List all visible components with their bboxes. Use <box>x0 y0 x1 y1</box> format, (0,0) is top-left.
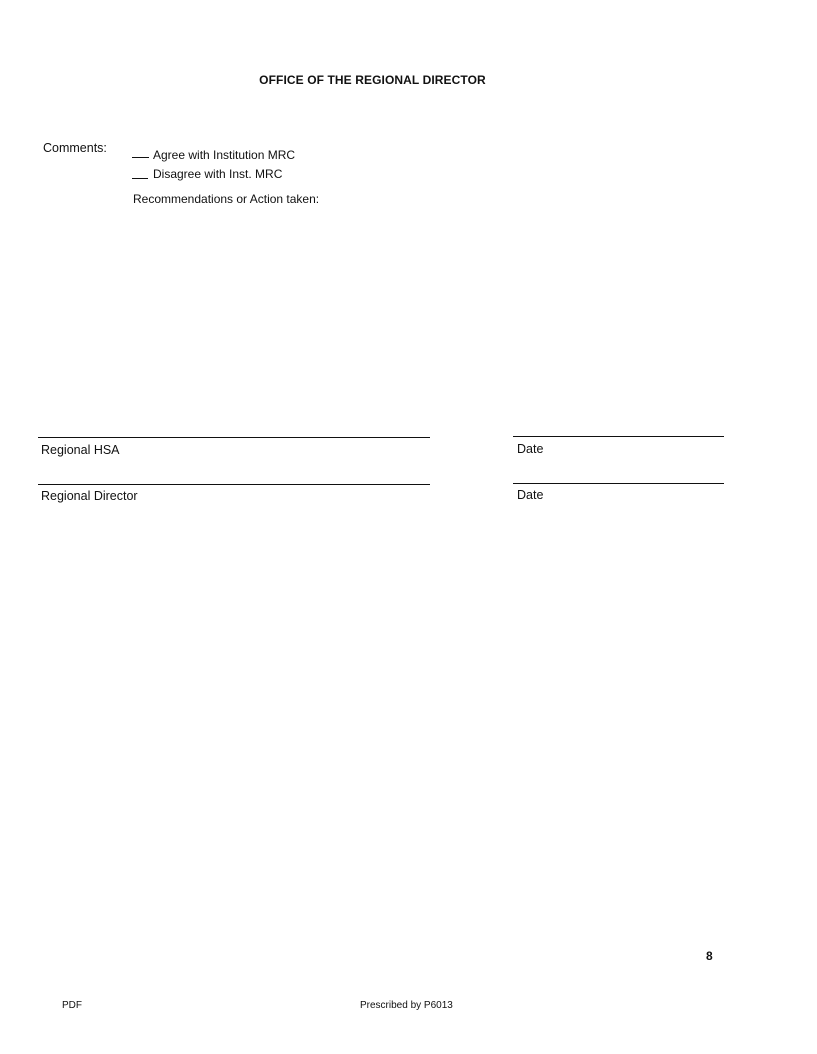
comments-label: Comments: <box>43 141 107 155</box>
recommendations-label: Recommendations or Action taken: <box>133 192 320 206</box>
agree-blank-line[interactable] <box>132 157 149 158</box>
regional-director-date-label: Date <box>517 488 544 502</box>
regional-hsa-date-label: Date <box>517 442 544 456</box>
page-number: 8 <box>706 949 713 963</box>
footer-left-text: PDF <box>62 1000 82 1011</box>
disagree-option-label: Disagree with Inst. MRC <box>153 167 283 181</box>
disagree-blank-line[interactable] <box>132 178 148 179</box>
page-title: OFFICE OF THE REGIONAL DIRECTOR <box>259 73 486 87</box>
regional-hsa-signature-line[interactable] <box>38 437 430 438</box>
agree-option-label: Agree with Institution MRC <box>153 148 296 162</box>
footer-prescribed-text: Prescribed by P6013 <box>360 1000 453 1011</box>
regional-hsa-date-line[interactable] <box>513 436 724 437</box>
regional-director-label: Regional Director <box>41 489 138 503</box>
regional-director-date-line[interactable] <box>513 483 724 484</box>
regional-hsa-label: Regional HSA <box>41 443 120 457</box>
regional-director-signature-line[interactable] <box>38 484 430 485</box>
